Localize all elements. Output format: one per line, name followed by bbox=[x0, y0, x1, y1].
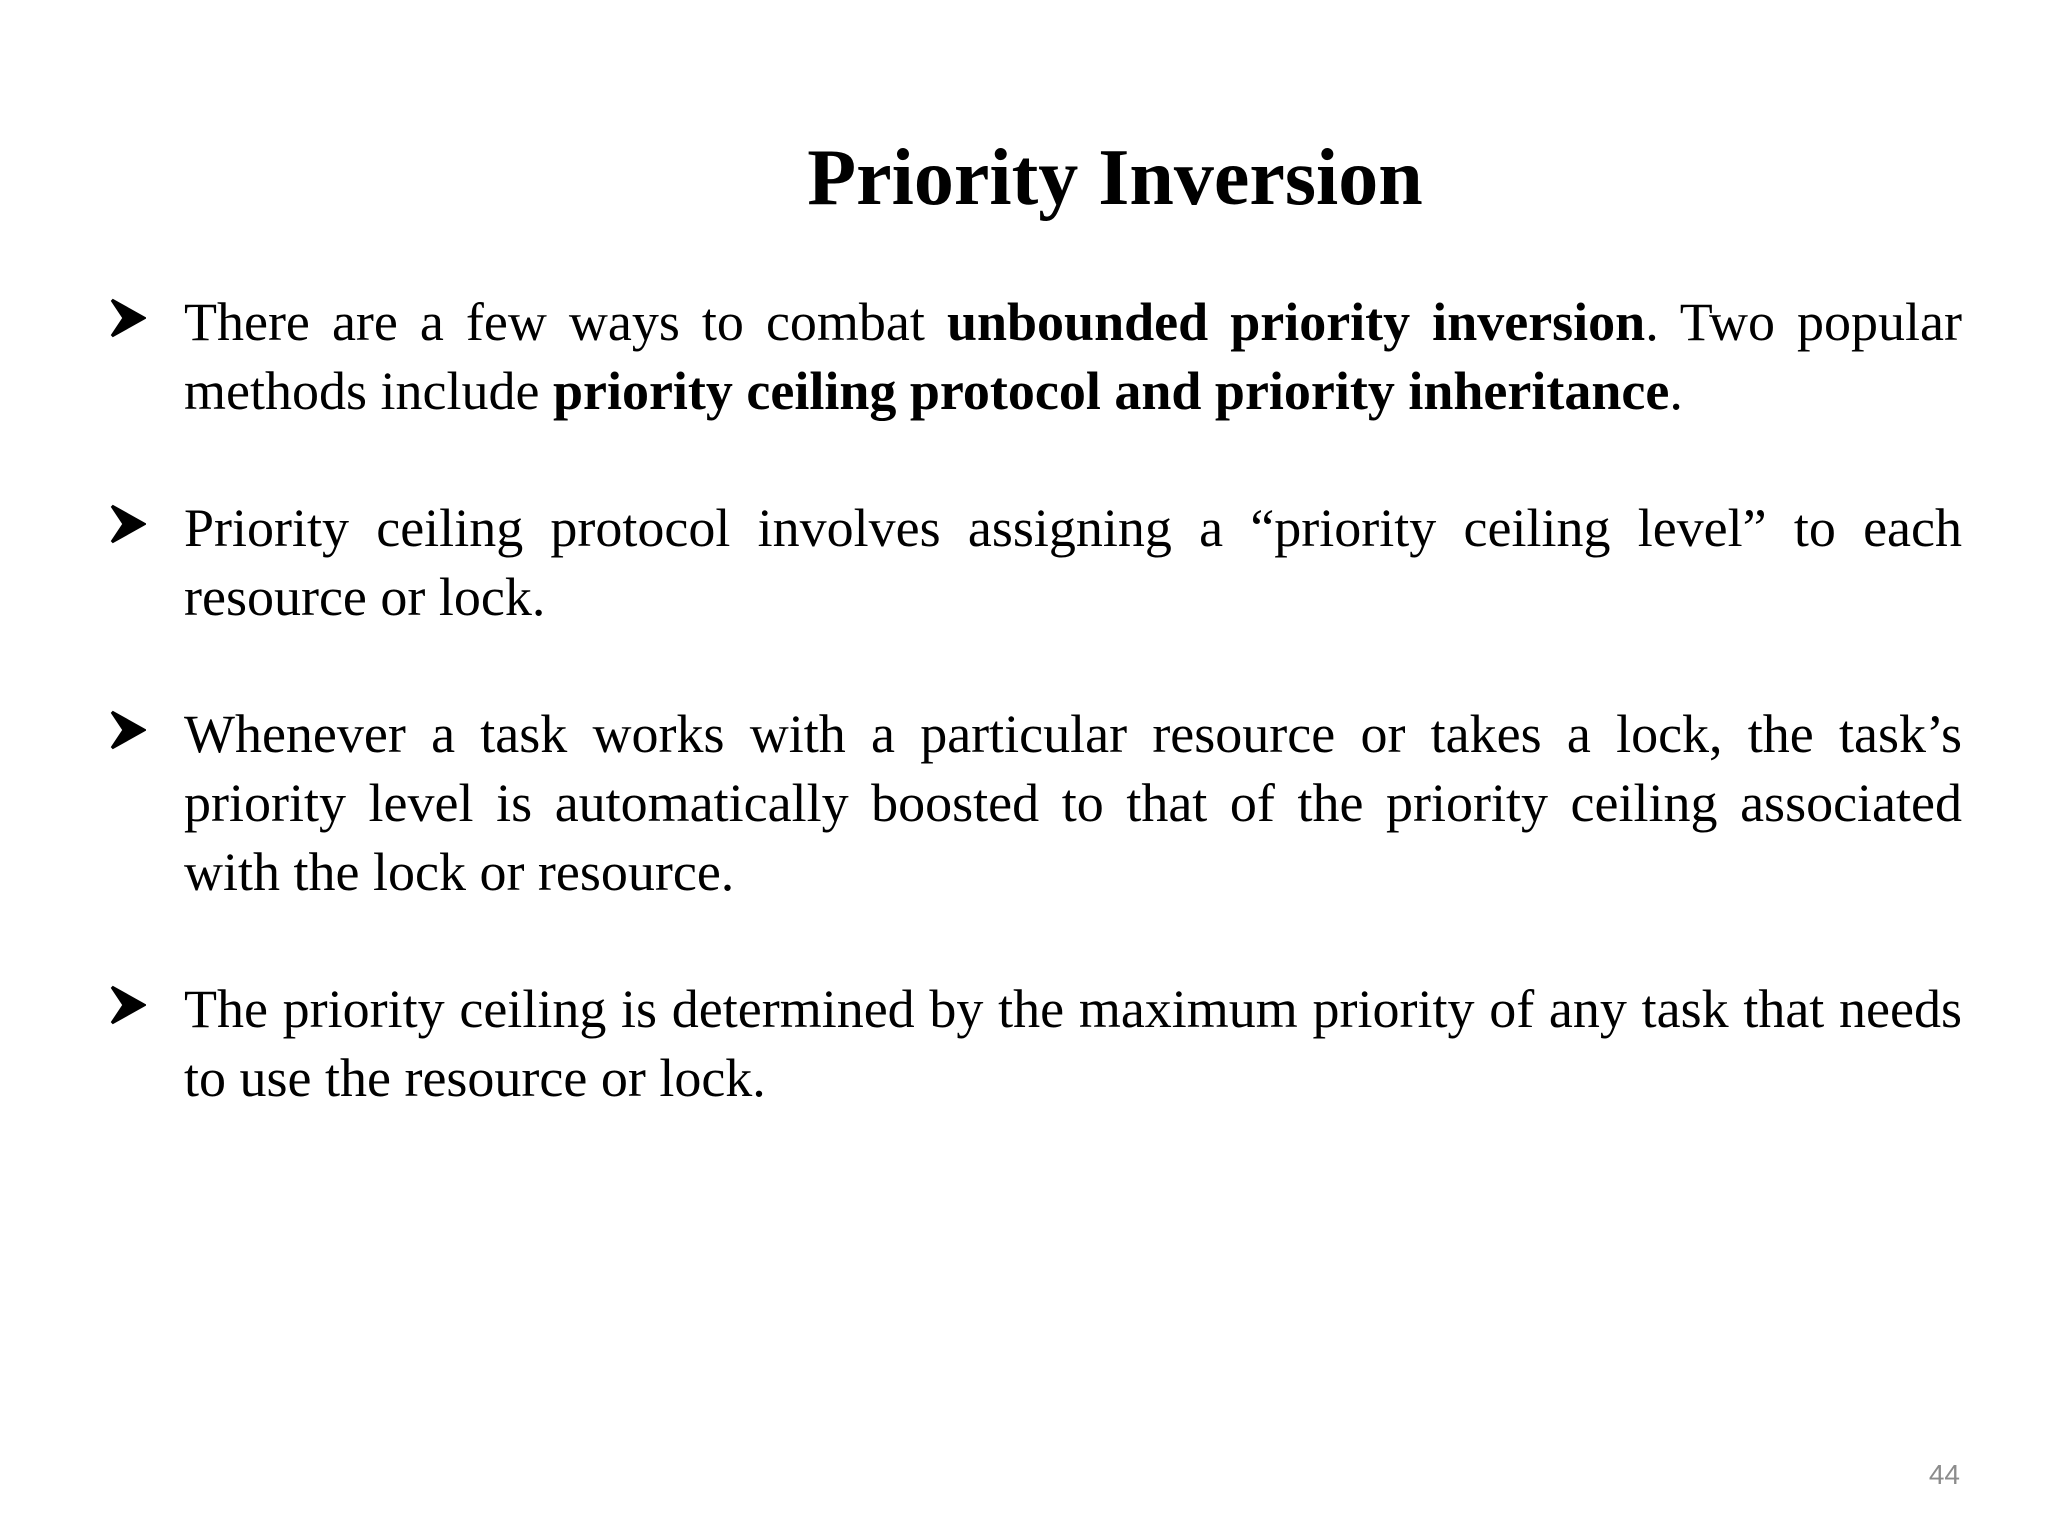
bullet-4-text: The priority ceiling is determined by the maximum priority of any task that needs to use the resource or lock. bbox=[184, 979, 1962, 1108]
bullet-item-2 bbox=[110, 494, 1962, 632]
arrowhead-bullet-icon bbox=[110, 504, 146, 544]
bullet-item-1 bbox=[110, 288, 1962, 426]
bullet-1-bold-1: unbounded priority inversion bbox=[946, 292, 1646, 352]
bullet-1-text-1: There are a few ways to combat bbox=[184, 292, 947, 352]
bullet-1-bold-2: priority ceiling protocol and priority inheritance bbox=[552, 361, 1670, 421]
bullet-1-text-3: . bbox=[1669, 361, 1683, 421]
bullet-2-text: Priority ceiling protocol involves assigning a “priority ceiling level” to each resource or lock. bbox=[184, 498, 1962, 627]
arrowhead-bullet-icon bbox=[110, 985, 146, 1025]
title-area bbox=[0, 0, 2048, 260]
bullet-item-3 bbox=[110, 700, 1962, 907]
bullet-3-text: Whenever a task works with a particular resource or takes a lock, the task’s priority level is automatically boosted to that of the priority ceiling associated with the lock or resource. bbox=[184, 704, 1962, 902]
arrowhead-bullet-icon bbox=[110, 710, 146, 750]
slide-title: Priority Inversion bbox=[807, 134, 1423, 222]
bullet-1-text-2: . Two popular methods include bbox=[184, 292, 1962, 421]
arrowhead-bullet-icon bbox=[110, 298, 146, 338]
page-number: 44 bbox=[1928, 1459, 1960, 1490]
bullet-item-4 bbox=[110, 975, 1962, 1113]
bullet-list bbox=[110, 288, 1962, 1181]
